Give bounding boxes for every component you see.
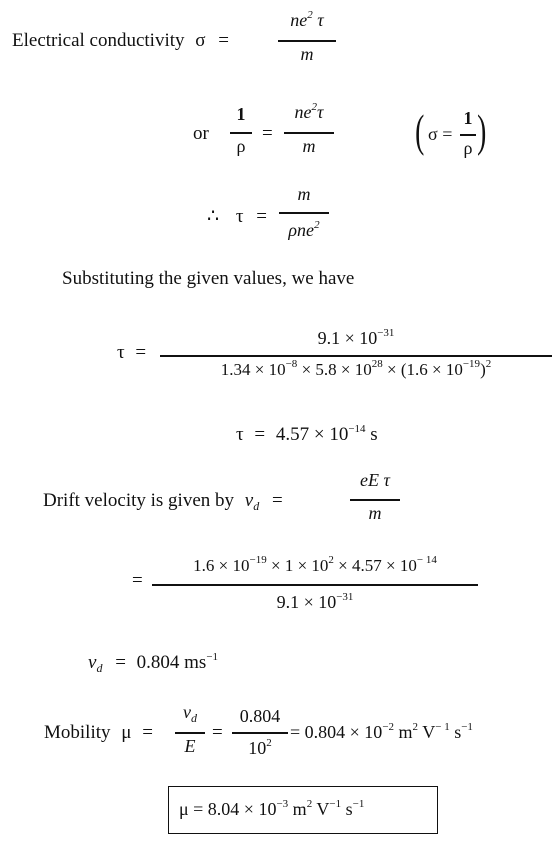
mobility-fraction [232,702,288,758]
therefore-symbol: ∴ [207,206,220,227]
equals-sign: = [142,722,153,743]
fraction-numerator: eE τ [360,470,390,490]
final-result: $\mu = 8.04 \times 10^{-3}$ $m^2$ $V^{-1}$ $s^{-1}$ [179,798,365,819]
fraction-denominator: m [368,503,382,523]
inverse-rho-fraction [230,104,252,160]
left-paren: ( [415,105,425,156]
fraction-numerator: 1 [463,108,473,128]
ne2tau-over-m-fraction [284,102,334,158]
tau-eq-line [117,342,146,364]
equals-sign: = [256,206,267,227]
fraction-denominator: $1.34 \times 10^{-8} \times 5.8 \times 10^{28} \times (1.6 \times 10^{-19})^2$ [220,358,492,379]
right-paren: ) [477,105,487,156]
sigma-symbol: σ [195,30,206,51]
fraction-bar [160,355,552,357]
equals-sign: = [271,490,283,511]
fraction-bar [350,499,400,501]
fraction-bar [152,584,478,586]
fraction-bar [278,40,336,42]
fraction-denominator: ρne$^2$ [288,219,320,240]
paren-inverse-rho [460,108,476,164]
vd-result [88,652,218,674]
equals-sign: = [262,123,273,144]
fraction-numerator: m [297,184,311,204]
vd-symbol: $v_d$ [88,652,103,675]
substituting-text: Substituting the given values, we have [62,268,355,289]
drift-value-fraction [152,550,478,616]
equals-sign: = [212,722,223,743]
tau-symbol: τ [235,206,244,227]
equals-sign: = [254,424,266,445]
fraction-bar [279,212,329,214]
fraction-bar [284,132,334,134]
mobility-rhs: = $0.804 \times 10^{-2}$ $m^2$ $V^{- 1}$ $s^{-1}$ [290,721,473,742]
equals-sign: = [115,652,126,673]
fraction-numerator: 1 [236,104,246,124]
fraction-bar [230,132,252,134]
equals-sign: = [218,30,229,51]
conductivity-label [12,30,229,52]
fraction-bar [460,134,476,136]
equals-sign: = [132,570,143,591]
fraction-bar [175,732,205,734]
fraction-numerator: $ne^2$ τ [290,9,324,30]
fraction-numerator: $ne^2\tau$ [294,101,324,122]
vd-value: 0.804 $ms^{-1}$ [136,651,219,673]
conductivity-fraction [278,10,336,66]
fraction-numerator: $1.6 \times 10^{-19} \times 1 \times 10^2 \times 4.57 \times 10^{- 14}$ [193,554,437,575]
fraction-denominator: m [300,44,314,64]
tau-value-fraction [160,322,552,384]
fraction-denominator: ρ [236,136,246,156]
drift-fraction [350,470,400,526]
tau-symbol: τ [117,342,125,363]
fraction-denominator: m [302,136,316,156]
vd-symbol: $v_d$ [244,490,260,513]
tau-symbol: τ [236,424,244,445]
fraction-denominator: E [184,736,196,756]
tau-value: $4.57 \times 10^{-14}$ s [275,423,378,445]
mobility-label: Mobility μ = [44,722,153,743]
therefore-line [207,205,267,228]
tau-fraction [279,184,329,244]
fraction-numerator: $v_d$ [183,702,197,725]
equals-sign: = [135,342,147,363]
final-result-box [168,786,438,834]
fraction-numerator: $9.1 \times 10^{-31}$ [317,327,395,348]
paren-sigma: σ = [428,124,453,144]
fraction-denominator: $10^2$ [248,737,272,758]
fraction-denominator: ρ [463,138,473,158]
mu-symbol: μ [121,722,132,743]
or-word: or [193,123,209,144]
vd-over-E-fraction [175,702,205,758]
label-text: Electrical conductivity [12,30,185,51]
fraction-numerator: 0.804 [239,706,281,726]
fraction-bar [232,732,288,734]
fraction-denominator: $9.1 \times 10^{-31}$ [276,591,354,612]
drift-label: Drift velocity is given by $v_d$ = [43,490,283,513]
tau-result [236,424,378,446]
